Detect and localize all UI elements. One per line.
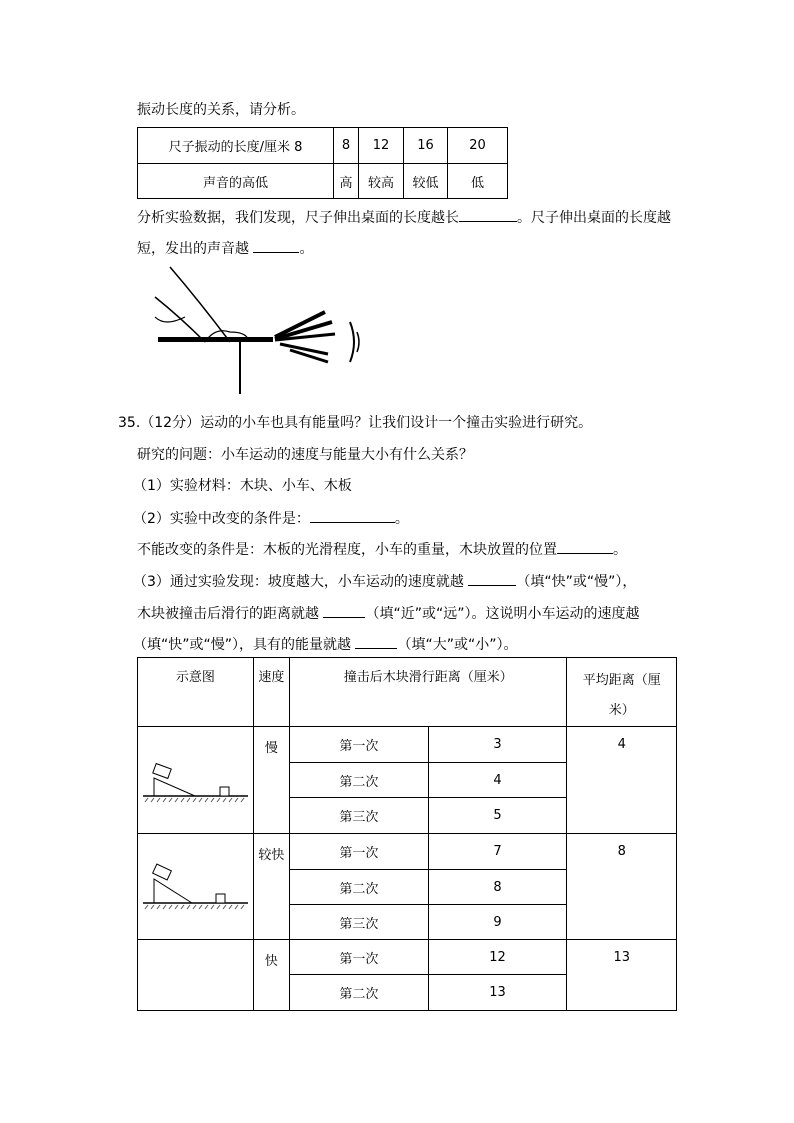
text: 木块被撞击后滑行的距离就越 — [137, 606, 319, 622]
text: 。 — [613, 542, 627, 558]
answer-blank[interactable] — [355, 634, 397, 649]
collision-data-table — [137, 657, 677, 1011]
text: （填“快”或“慢”）， — [516, 574, 637, 590]
trial-value: 3 — [428, 727, 567, 763]
ruler-vibration-illustration — [150, 262, 370, 397]
text: （2）实验中改变的条件是： — [133, 511, 310, 527]
ramp-diagram — [140, 855, 250, 915]
text: （3）通过实验发现：坡度越大，小车运动的速度就越 — [133, 574, 464, 590]
trial-label: 第二次 — [290, 975, 429, 1011]
trial-value: 8 — [428, 870, 567, 905]
text: 。 — [299, 241, 314, 257]
trial-label: 第二次 — [290, 870, 429, 905]
header-distance: 撞击后木块滑行距离（厘米） — [290, 658, 567, 727]
speed-cell: 较快 — [253, 834, 289, 940]
pitch-cell: 高 — [334, 164, 359, 199]
length-cell: 8 — [334, 128, 359, 164]
trial-label: 第一次 — [290, 834, 429, 870]
q35-item3-line3 — [133, 634, 517, 654]
q35-item2 — [133, 508, 409, 528]
text: 。 — [394, 511, 409, 527]
length-cell: 20 — [448, 128, 508, 164]
trial-value: 7 — [428, 834, 567, 870]
text: 分析实验数据，我们发现，尺子伸出桌面的长度越长 — [137, 210, 459, 226]
q35-title: 35.（12分）运动的小车也具有能量吗？让我们设计一个撞击实验进行研究。 — [118, 415, 593, 431]
trial-label: 第二次 — [290, 763, 429, 798]
length-cell: 12 — [359, 128, 404, 164]
q35-fixed — [137, 539, 627, 559]
speed-cell: 慢 — [253, 727, 289, 834]
diagram-fast — [138, 940, 254, 1011]
pitch-cell: 较高 — [359, 164, 404, 199]
ramp-diagram — [140, 748, 250, 808]
trial-value: 5 — [428, 798, 567, 834]
text: 短，发出的声音越 — [137, 241, 249, 257]
trial-label: 第三次 — [290, 905, 429, 940]
q35-question: 研究的问题：小车运动的速度与能量大小有什么关系？ — [137, 447, 473, 463]
length-cell: 16 — [404, 128, 448, 164]
text: 。尺子伸出桌面的长度越 — [517, 210, 671, 226]
header-speed: 速度 — [253, 658, 289, 727]
trial-value: 4 — [428, 763, 567, 798]
trial-value: 12 — [428, 940, 567, 975]
q35-item3-line1 — [133, 571, 636, 591]
pitch-header: 声音的高低 — [138, 164, 334, 199]
ruler-pitch-table — [137, 127, 508, 199]
trial-label: 第一次 — [290, 727, 429, 763]
answer-blank[interactable] — [310, 508, 395, 523]
trial-value: 13 — [428, 975, 567, 1011]
text: （填“快”或“慢”），具有的能量就越 — [133, 637, 352, 653]
intro-text: 振动长度的关系，请分析。 — [137, 102, 305, 118]
trial-value: 9 — [428, 905, 567, 940]
header-average: 平均距离（厘米） — [567, 658, 677, 727]
q35-item1: （1）实验材料：木块、小车、木板 — [133, 478, 352, 494]
text: （填“大”或“小”）。 — [397, 637, 518, 653]
answer-blank[interactable] — [557, 539, 613, 554]
trial-label: 第一次 — [290, 940, 429, 975]
answer-blank[interactable] — [468, 571, 516, 586]
analysis-line-2 — [137, 238, 313, 258]
text: （填“近”或“远”）。这说明小车运动的速度越 — [365, 606, 640, 622]
average-cell: 13 — [567, 940, 677, 1011]
analysis-line-1 — [137, 207, 671, 227]
diagram-slow — [138, 727, 254, 834]
average-cell: 8 — [567, 834, 677, 940]
average-cell: 4 — [567, 727, 677, 834]
text: 不能改变的条件是：木板的光滑程度，小车的重量，木块放置的位置 — [137, 542, 557, 558]
q35-item3-line2 — [137, 603, 639, 623]
header-diagram: 示意图 — [138, 658, 254, 727]
speed-cell: 快 — [253, 940, 289, 1011]
length-header: 尺子振动的长度/厘米 8 — [138, 128, 334, 164]
answer-blank[interactable] — [459, 207, 517, 222]
trial-label: 第三次 — [290, 798, 429, 834]
answer-blank[interactable] — [253, 238, 299, 253]
diagram-faster — [138, 834, 254, 940]
answer-blank[interactable] — [323, 603, 365, 618]
pitch-cell: 较低 — [404, 164, 448, 199]
pitch-cell: 低 — [448, 164, 508, 199]
